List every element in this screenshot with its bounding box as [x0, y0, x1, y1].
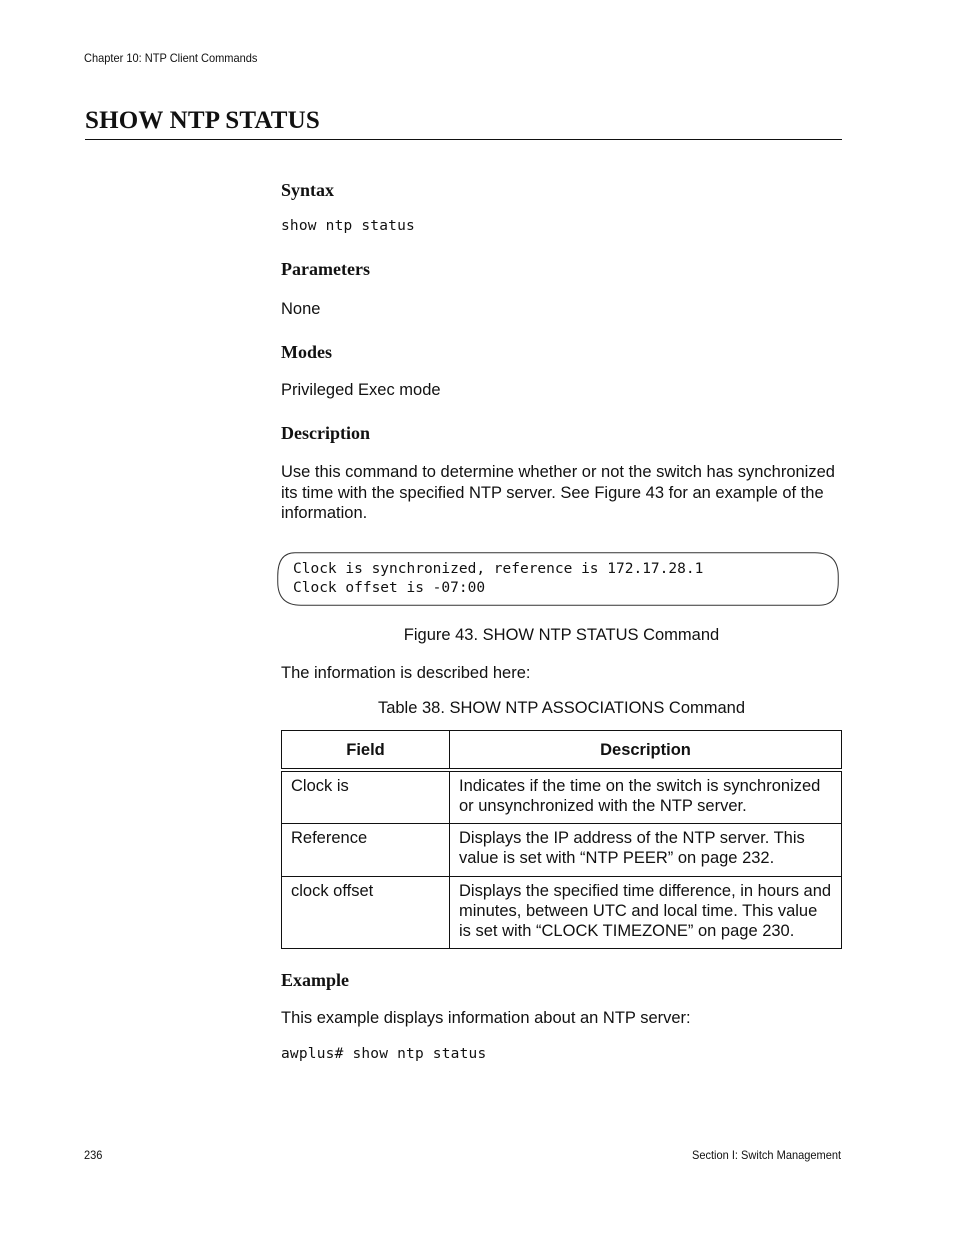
- example-heading: Example: [281, 970, 350, 990]
- parameters-heading: Parameters: [281, 259, 370, 279]
- description-text: Use this command to determine whether or not the switch has synchronized its time with the specified NTP server. See Figure 43 for an example of the information.: [281, 463, 835, 522]
- table-caption: Table 38. SHOW NTP ASSOCIATIONS Command: [377, 699, 746, 717]
- table-header-row: [282, 731, 842, 771]
- code-lines: [293, 560, 703, 598]
- table-row: [282, 770, 842, 824]
- modes-text: Privileged Exec mode: [281, 381, 441, 399]
- parameters-text: None: [281, 300, 321, 318]
- example-command: awplus# show ntp status: [281, 1046, 487, 1062]
- running-header: Chapter 10: NTP Client Commands: [84, 51, 258, 65]
- modes-heading: Modes: [281, 342, 332, 362]
- description-cell: Displays the specified time difference, in hours and minutes, between UTC and local time. This value is set with “CLOCK TIMEZONE” on page 230.: [450, 877, 842, 949]
- intro-text: The information is described here:: [281, 664, 531, 682]
- figure-code-box: [277, 552, 839, 606]
- title-rule: [85, 139, 842, 140]
- example-text: This example displays information about an NTP server:: [281, 1009, 691, 1027]
- field-cell: clock offset: [282, 877, 450, 949]
- syntax-command: show ntp status: [281, 218, 415, 234]
- page-title: SHOW NTP STATUS: [85, 107, 321, 134]
- code-line: Clock offset is -07:00: [293, 580, 486, 596]
- syntax-heading: Syntax: [281, 180, 335, 200]
- column-header-description: Description: [450, 731, 842, 771]
- field-cell: Reference: [282, 824, 450, 877]
- column-header-field: Field: [282, 731, 450, 771]
- fields-table: [281, 730, 842, 949]
- table-row: [282, 824, 842, 877]
- description-cell: Displays the IP address of the NTP server. This value is set with “NTP PEER” on page 232.: [450, 824, 842, 877]
- figure-caption: Figure 43. SHOW NTP STATUS Command: [403, 626, 720, 644]
- section-footer: Section I: Switch Management: [691, 1148, 841, 1162]
- code-line: Clock is synchronized, reference is 172.17.28.1: [293, 561, 704, 577]
- page-number: 236: [84, 1148, 103, 1162]
- description-cell: Indicates if the time on the switch is synchronized or unsynchronized with the NTP server.: [450, 770, 842, 824]
- field-cell: Clock is: [282, 770, 450, 824]
- description-heading: Description: [281, 423, 370, 443]
- table-row: [282, 877, 842, 949]
